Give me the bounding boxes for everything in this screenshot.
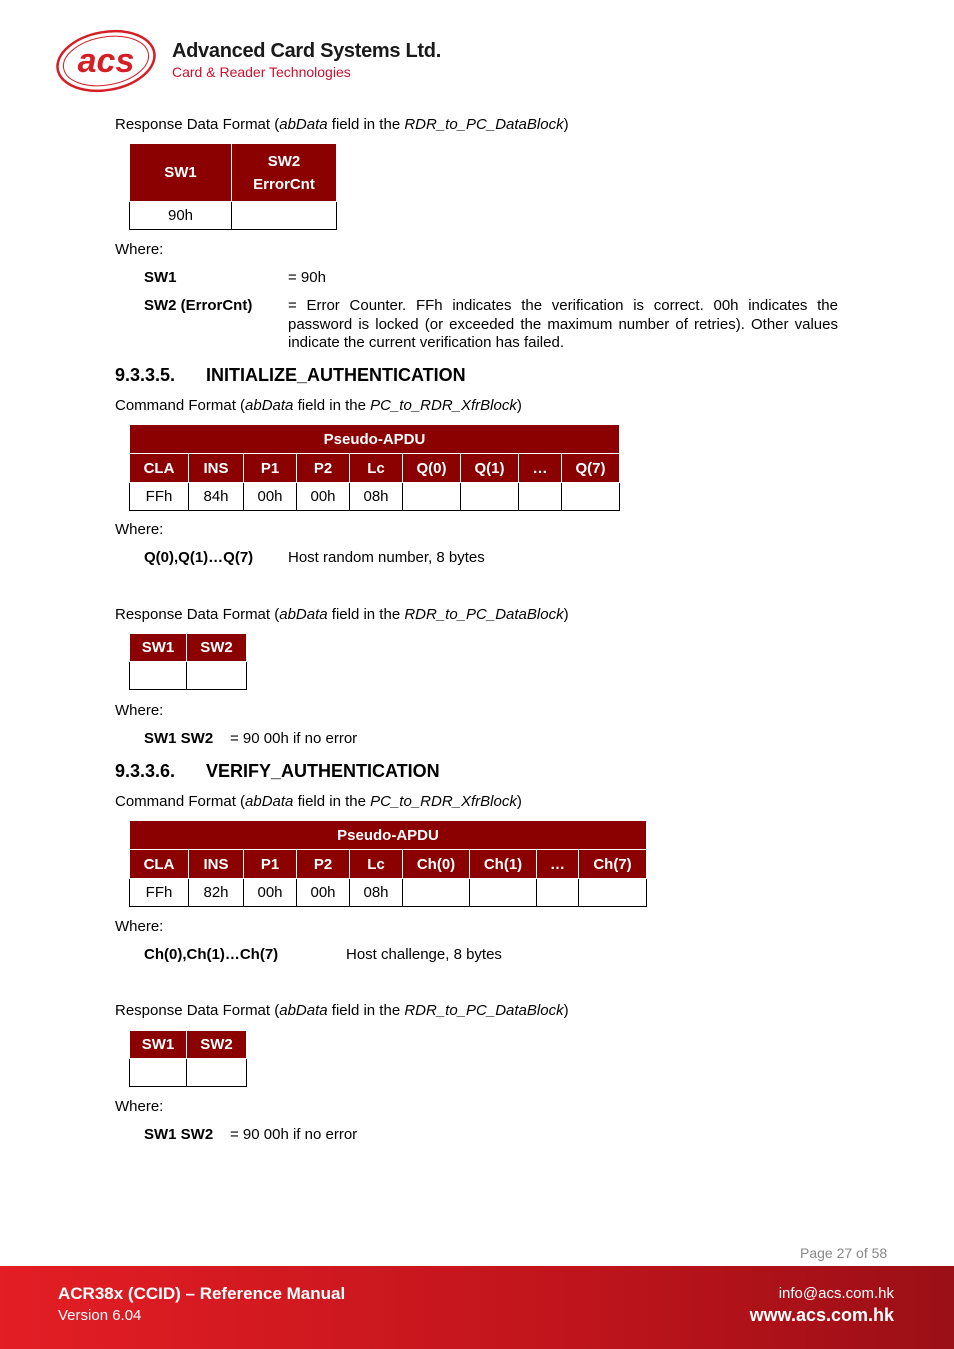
header-sw1: SW1 — [130, 634, 187, 662]
header-sw1: SW1 — [130, 1031, 187, 1059]
apdu-value: 00h — [244, 879, 297, 907]
response-format-line: Response Data Format (abData field in the RDR_to_PC_DataBlock) — [115, 606, 569, 623]
apdu-value: 00h — [244, 483, 297, 511]
cell-sw2-value — [187, 662, 247, 690]
apdu-header: Q(1) — [461, 454, 519, 483]
apdu-header: P1 — [244, 850, 297, 879]
apdu-value — [470, 879, 537, 907]
apdu-value: FFh — [130, 879, 189, 907]
apdu-value — [519, 483, 562, 511]
apdu-value: 82h — [189, 879, 244, 907]
apdu-header: P2 — [297, 454, 350, 483]
apdu-value — [579, 879, 647, 907]
where-label: Where: — [115, 241, 164, 258]
header-sw1: SW1 — [130, 144, 232, 202]
apdu-header: P2 — [297, 850, 350, 879]
response-format-line: Response Data Format (abData field in the RDR_to_PC_DataBlock) — [115, 116, 569, 133]
apdu-value — [403, 483, 461, 511]
apdu-header: … — [519, 454, 562, 483]
def-sw1: SW1 — [144, 269, 177, 286]
where-label: Where: — [115, 918, 164, 935]
cell-sw2-value — [187, 1059, 247, 1087]
response-table-initialize — [129, 633, 247, 690]
apdu-value: FFh — [130, 483, 189, 511]
cell-sw1-value: 90h — [130, 202, 232, 230]
section-heading-verify: 9.3.3.6. VERIFY_AUTHENTICATION — [115, 761, 440, 781]
def-q-desc: Host random number, 8 bytes — [288, 549, 485, 566]
apdu-header: Q(7) — [562, 454, 620, 483]
def-sw-term: SW1 SW2 — [144, 1126, 214, 1143]
apdu-value: 00h — [297, 879, 350, 907]
apdu-value — [461, 483, 519, 511]
def-sw2: SW2 (ErrorCnt) — [144, 297, 253, 314]
apdu-value: 00h — [297, 483, 350, 511]
response-table-verify — [129, 1030, 247, 1087]
where-label: Where: — [115, 521, 164, 538]
apdu-header: … — [537, 850, 579, 879]
apdu-header: Lc — [350, 454, 403, 483]
apdu-table-initialize — [129, 424, 620, 511]
cell-sw1-value — [130, 662, 187, 690]
command-format-line: Command Format (abData field in the PC_to_RDR_XfrBlock) — [115, 397, 522, 414]
apdu-header: P1 — [244, 454, 297, 483]
def-q-term: Q(0),Q(1)…Q(7) — [144, 549, 254, 566]
apdu-header: Ch(7) — [579, 850, 647, 879]
apdu-header: INS — [189, 454, 244, 483]
apdu-header: Ch(0) — [403, 850, 470, 879]
footer-website[interactable]: www.acs.com.hk — [749, 1305, 894, 1325]
where-label: Where: — [115, 702, 164, 719]
apdu-title: Pseudo-APDU — [130, 425, 620, 454]
cell-sw1-value — [130, 1059, 187, 1087]
header-sw2-errorcnt: SW2 ErrorCnt — [232, 144, 337, 202]
section-heading-initialize: 9.3.3.5. INITIALIZE_AUTHENTICATION — [115, 365, 466, 385]
def-sw-term: SW1 SW2 — [144, 730, 214, 747]
header-sw2: SW2 — [187, 634, 247, 662]
where-label: Where: — [115, 1098, 164, 1115]
def-ch-term: Ch(0),Ch(1)…Ch(7) — [144, 946, 279, 963]
def-sw-desc: = 90 00h if no error — [230, 730, 358, 747]
apdu-header: CLA — [130, 850, 189, 879]
footer-version: Version 6.04 — [58, 1307, 142, 1324]
apdu-value — [537, 879, 579, 907]
footer-bar — [0, 1266, 954, 1349]
company-tagline: Card & Reader Technologies — [172, 64, 351, 80]
apdu-table-verify — [129, 820, 647, 907]
apdu-header: INS — [189, 850, 244, 879]
apdu-header: Q(0) — [403, 454, 461, 483]
def-sw1-desc: = 90h — [288, 269, 326, 286]
company-name: Advanced Card Systems Ltd. — [172, 40, 441, 62]
apdu-header: Lc — [350, 850, 403, 879]
apdu-value: 84h — [189, 483, 244, 511]
apdu-header: Ch(1) — [470, 850, 537, 879]
apdu-value: 08h — [350, 879, 403, 907]
cell-sw2-value — [232, 202, 337, 230]
page-number: Page 27 of 58 — [800, 1245, 888, 1261]
header-sw2: SW2 — [187, 1031, 247, 1059]
command-format-line: Command Format (abData field in the PC_to_RDR_XfrBlock) — [115, 793, 522, 810]
apdu-value: 08h — [350, 483, 403, 511]
response-table-errorcnt — [129, 143, 337, 230]
response-format-line: Response Data Format (abData field in the RDR_to_PC_DataBlock) — [115, 1002, 569, 1019]
apdu-value — [403, 879, 470, 907]
def-sw2-desc: = Error Counter. FFh indicates the verification is correct. 00h indicates the password is locked (or exceeded the maximum number of retries). Other values indicate the current verification has failed. — [288, 297, 838, 351]
footer-email[interactable]: info@acs.com.hk — [778, 1285, 894, 1302]
def-ch-desc: Host challenge, 8 bytes — [346, 946, 502, 963]
apdu-value — [562, 483, 620, 511]
footer-title: ACR38x (CCID) – Reference Manual — [58, 1284, 346, 1303]
apdu-header: CLA — [130, 454, 189, 483]
def-sw-desc: = 90 00h if no error — [230, 1126, 358, 1143]
apdu-title: Pseudo-APDU — [130, 821, 647, 850]
logo-text: acs — [77, 42, 135, 80]
